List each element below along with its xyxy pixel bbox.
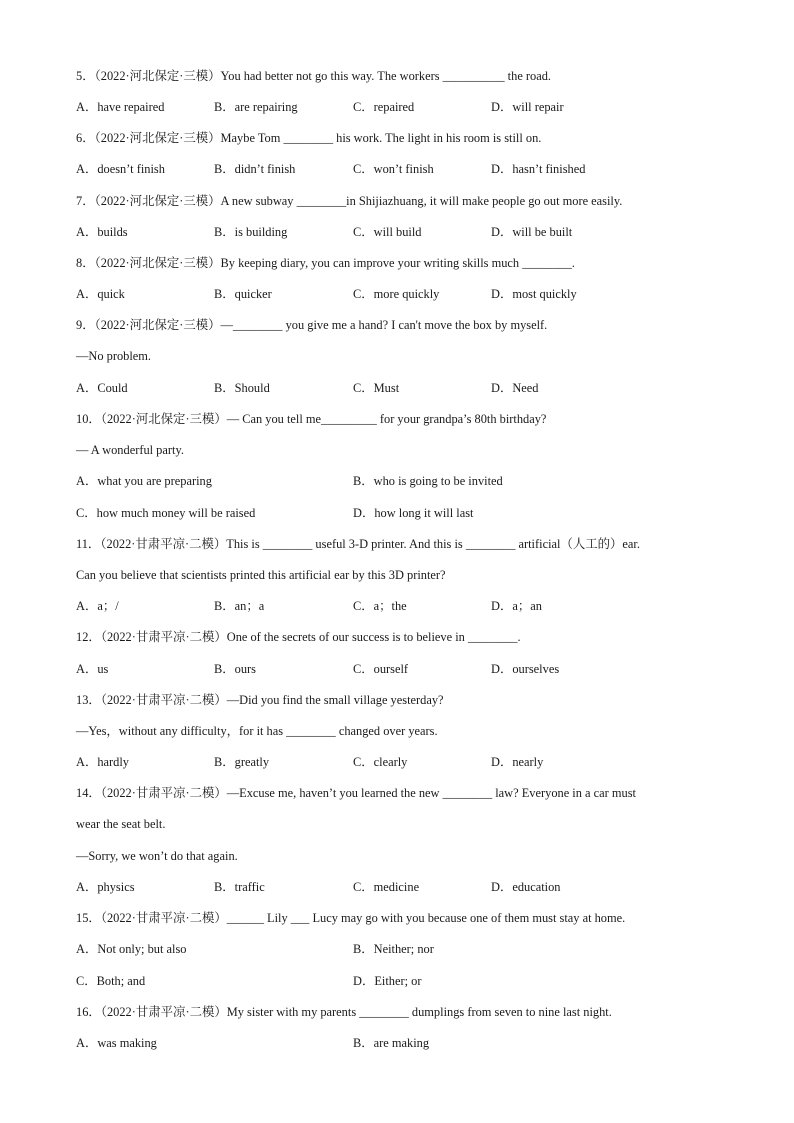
- q11-option-b: B．an；a: [214, 599, 265, 613]
- q10-option-c: C．how much money will be raised: [76, 506, 256, 520]
- q9-option-d: D．Need: [491, 381, 539, 395]
- q7-option-b: B．is building: [214, 225, 288, 239]
- question-15-stem: 15．（2022·甘肃平凉·二模）______ Lily ___ Lucy may go with you because one of them must stay at home.: [76, 911, 626, 925]
- q14-option-a: A．physics: [76, 880, 135, 894]
- q13-dialogue-line: —Yes，without any difficulty，for it has ________ changed over years.: [76, 724, 438, 738]
- q7-option-a: A．builds: [76, 225, 128, 239]
- question-9-stem: 9．（2022·河北保定·三模）—________ you give me a hand? I can't move the box by myself.: [76, 318, 548, 332]
- q5-option-b: B．are repairing: [214, 100, 298, 114]
- q13-option-b: B．greatly: [214, 755, 270, 769]
- q10-option-b: B．who is going to be invited: [353, 474, 503, 488]
- q7-option-d: D．will be built: [491, 225, 573, 239]
- q12-option-c: C．ourself: [353, 662, 409, 676]
- q8-option-d: D．most quickly: [491, 287, 577, 301]
- q16-option-a: A．was making: [76, 1036, 157, 1050]
- q15-option-b: B．Neither; nor: [353, 942, 434, 956]
- q10-dialogue-line: — A wonderful party.: [76, 443, 184, 457]
- q11-continuation: Can you believe that scientists printed this artificial ear by this 3D printer?: [76, 568, 446, 582]
- q6-option-b: B．didn’t finish: [214, 162, 296, 176]
- question-8-stem: 8．（2022·河北保定·三模）By keeping diary, you can improve your writing skills much ________.: [76, 256, 575, 270]
- q15-option-d: D．Either; or: [353, 974, 422, 988]
- question-6-stem: 6．（2022·河北保定·三模）Maybe Tom ________ his work. The light in his room is still on.: [76, 131, 542, 145]
- q11-option-c: C．a；the: [353, 599, 407, 613]
- q15-option-c: C．Both; and: [76, 974, 146, 988]
- question-16-stem: 16．（2022·甘肃平凉·二模）My sister with my parents ________ dumplings from seven to nine last night.: [76, 1005, 612, 1019]
- q6-option-d: D．hasn’t finished: [491, 162, 586, 176]
- question-7-stem: 7．（2022·河北保定·三模）A new subway ________in Shijiazhuang, it will make people go out more easily.: [76, 194, 623, 208]
- q12-option-a: A．us: [76, 662, 109, 676]
- q16-option-b: B．are making: [353, 1036, 430, 1050]
- question-12-stem: 12．（2022·甘肃平凉·二模）One of the secrets of our success is to believe in ________.: [76, 630, 521, 644]
- q11-option-a: A．a；/: [76, 599, 119, 613]
- q11-option-d: D．a；an: [491, 599, 542, 613]
- q6-option-a: A．doesn’t finish: [76, 162, 165, 176]
- q5-option-a: A．have repaired: [76, 100, 165, 114]
- q13-option-d: D．nearly: [491, 755, 544, 769]
- q9-option-a: A．Could: [76, 381, 128, 395]
- question-5-stem: 5．（2022·河北保定·三模）You had better not go this way. The workers __________ the road.: [76, 69, 552, 83]
- question-13-stem: 13．（2022·甘肃平凉·二模）—Did you find the small village yesterday?: [76, 693, 444, 707]
- q13-option-c: C．clearly: [353, 755, 408, 769]
- q15-option-a: A．Not only; but also: [76, 942, 187, 956]
- q5-option-c: C．repaired: [353, 100, 415, 114]
- q10-option-a: A．what you are preparing: [76, 474, 212, 488]
- q13-option-a: A．hardly: [76, 755, 129, 769]
- q6-option-c: C．won’t finish: [353, 162, 434, 176]
- q8-option-b: B．quicker: [214, 287, 272, 301]
- q10-option-d: D．how long it will last: [353, 506, 474, 520]
- q12-option-b: B．ours: [214, 662, 256, 676]
- q14-continuation: wear the seat belt.: [76, 817, 166, 831]
- q14-option-b: B．traffic: [214, 880, 265, 894]
- q8-option-a: A．quick: [76, 287, 125, 301]
- q9-dialogue-line: —No problem.: [76, 349, 152, 363]
- q7-option-c: C．will build: [353, 225, 422, 239]
- q14-dialogue-line: —Sorry, we won’t do that again.: [76, 849, 238, 863]
- question-10-stem: 10．（2022·河北保定·三模）— Can you tell me_________ for your grandpa’s 80th birthday?: [76, 412, 547, 426]
- q14-option-d: D．education: [491, 880, 561, 894]
- question-11-stem: 11．（2022·甘肃平凉·二模）This is ________ useful 3-D printer. And this is ________ artificial（人工的）ear.: [76, 537, 640, 551]
- q12-option-d: D．ourselves: [491, 662, 560, 676]
- q14-option-c: C．medicine: [353, 880, 420, 894]
- q9-option-c: C．Must: [353, 381, 400, 395]
- q9-option-b: B．Should: [214, 381, 270, 395]
- q5-option-d: D．will repair: [491, 100, 564, 114]
- q8-option-c: C．more quickly: [353, 287, 440, 301]
- question-14-stem: 14．（2022·甘肃平凉·二模）—Excuse me, haven’t you learned the new ________ law? Everyone in a car must: [76, 786, 636, 800]
